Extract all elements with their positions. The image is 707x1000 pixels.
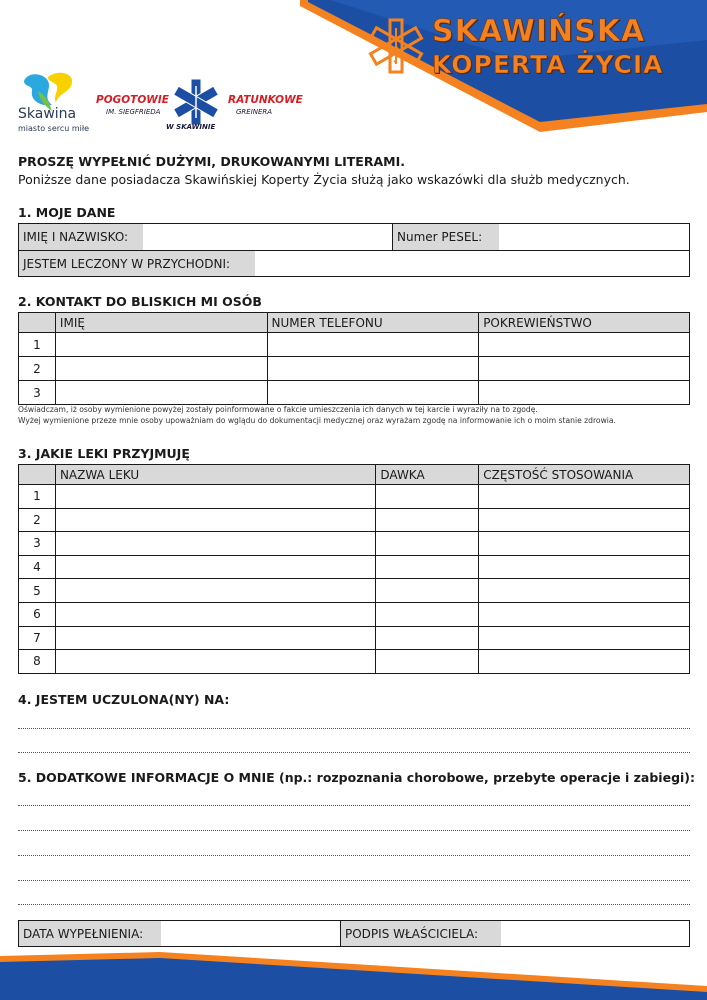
dose-cell[interactable] — [376, 650, 479, 674]
title-line-1: SKAWIŃSKA — [432, 14, 646, 49]
section-2-heading: 2. KONTAKT DO BLISKICH MI OSÓB — [18, 294, 262, 309]
title-line-2: KOPERTA ŻYCIA — [432, 50, 664, 79]
table-row — [19, 381, 690, 405]
table-header-number — [19, 465, 56, 485]
info-line-2[interactable] — [18, 830, 690, 831]
table-header-phone: NUMER TELEFONU — [267, 313, 479, 333]
contact-relation-cell[interactable] — [479, 357, 690, 381]
pesel-label: Numer PESEL: — [393, 224, 499, 250]
row-number: 2 — [19, 508, 56, 532]
date-field[interactable] — [161, 921, 341, 946]
medications-table — [18, 464, 690, 674]
table-header-frequency: CZĘSTOŚĆ STOSOWANIA — [479, 465, 690, 485]
section-4-heading: 4. JESTEM UCZULONA(NY) NA: — [18, 692, 230, 707]
section-3-heading: 3. JAKIE LEKI PRZYJMUJĘ — [18, 446, 190, 461]
dose-cell[interactable] — [376, 626, 479, 650]
section-5-note: (np.: rozpoznania chorobowe, przebyte operacje i zabiegi): — [279, 770, 696, 785]
drug-name-cell[interactable] — [55, 626, 375, 650]
date-label: DATA WYPEŁNIENIA: — [19, 921, 161, 946]
frequency-cell[interactable] — [479, 555, 690, 579]
row-number: 5 — [19, 579, 56, 603]
table-row — [19, 555, 690, 579]
table-row — [19, 626, 690, 650]
footer-banner — [0, 948, 707, 1000]
row-number: 7 — [19, 626, 56, 650]
contact-phone-cell[interactable] — [267, 333, 479, 357]
pogotowie-city: W SKAWINIE — [166, 123, 216, 131]
table-row — [19, 602, 690, 626]
contact-name-cell[interactable] — [55, 381, 267, 405]
info-line-3[interactable] — [18, 855, 690, 856]
contact-phone-cell[interactable] — [267, 381, 479, 405]
skawina-name: Skawina — [18, 106, 77, 122]
pogotowie-sub-left: IM. SIEGFRIEDA — [106, 108, 161, 116]
row-number: 3 — [19, 381, 56, 405]
signature-label: PODPIS WŁAŚCICIELA: — [341, 921, 501, 946]
row-number: 2 — [19, 357, 56, 381]
dose-cell[interactable] — [376, 508, 479, 532]
footer-box — [18, 920, 690, 947]
table-row — [19, 508, 690, 532]
star-of-life-icon — [366, 16, 426, 76]
table-header-drug: NAZWA LEKU — [55, 465, 375, 485]
row-number: 1 — [19, 333, 56, 357]
table-row — [19, 650, 690, 674]
instruction-bold: PROSZĘ WYPEŁNIĆ DUŻYMI, DRUKOWANYMI LITERAMI. — [18, 154, 405, 169]
skawina-motto: miasto sercu miłe — [18, 124, 90, 133]
dose-cell[interactable] — [376, 579, 479, 603]
drug-name-cell[interactable] — [55, 485, 375, 509]
row-number: 8 — [19, 650, 56, 674]
frequency-cell[interactable] — [479, 602, 690, 626]
consent-note-1: Oświadczam, iż osoby wymienione powyżej zostały poinformowane o fakcie umieszczenia ich danych w tej karcie i wyraziły na to zgodę. — [18, 405, 538, 414]
frequency-cell[interactable] — [479, 626, 690, 650]
section-1-heading: 1. MOJE DANE — [18, 205, 116, 220]
instruction-text: Poniższe dane posiadacza Skawińskiej Koperty Życia służą jako wskazówki dla służb medycznych. — [18, 172, 630, 187]
name-field[interactable] — [143, 224, 393, 250]
skawina-logo-icon — [18, 58, 93, 134]
frequency-cell[interactable] — [479, 579, 690, 603]
pogotowie-logo — [96, 78, 306, 134]
drug-name-cell[interactable] — [55, 650, 375, 674]
section-5-heading — [18, 770, 695, 785]
ambulance-star-icon — [168, 78, 224, 126]
frequency-cell[interactable] — [479, 650, 690, 674]
allergy-line-2[interactable] — [18, 752, 690, 753]
pesel-field[interactable] — [499, 224, 689, 250]
dose-cell[interactable] — [376, 485, 479, 509]
info-line-4[interactable] — [18, 880, 690, 881]
dose-cell[interactable] — [376, 555, 479, 579]
table-header-name: IMIĘ — [55, 313, 267, 333]
consent-note-2: Wyżej wymienione przeze mnie osoby upoważniam do wglądu do dokumentacji medycznej oraz wyrażam zgodę na informowanie ich o moim stanie zdrowia. — [18, 416, 616, 425]
clinic-field[interactable] — [255, 250, 689, 276]
info-line-5[interactable] — [18, 904, 690, 905]
pogotowie-text: POGOTOWIE — [96, 94, 169, 106]
drug-name-cell[interactable] — [55, 532, 375, 556]
row-number: 6 — [19, 602, 56, 626]
table-row — [19, 333, 690, 357]
row-number: 4 — [19, 555, 56, 579]
contact-relation-cell[interactable] — [479, 381, 690, 405]
table-row — [19, 357, 690, 381]
clinic-label: JESTEM LECZONY W PRZYCHODNI: — [19, 250, 255, 276]
name-label: IMIĘ I NAZWISKO: — [19, 224, 143, 250]
info-line-1[interactable] — [18, 805, 690, 806]
contact-name-cell[interactable] — [55, 333, 267, 357]
frequency-cell[interactable] — [479, 508, 690, 532]
pogotowie-sub-right: GREINERA — [236, 108, 273, 116]
drug-name-cell[interactable] — [55, 579, 375, 603]
dose-cell[interactable] — [376, 532, 479, 556]
table-header-number — [19, 313, 56, 333]
table-row — [19, 532, 690, 556]
table-header-relation: POKREWIEŃSTWO — [479, 313, 690, 333]
personal-data-box — [18, 223, 690, 277]
frequency-cell[interactable] — [479, 485, 690, 509]
drug-name-cell[interactable] — [55, 508, 375, 532]
frequency-cell[interactable] — [479, 532, 690, 556]
row-number: 1 — [19, 485, 56, 509]
signature-field[interactable] — [501, 921, 689, 946]
dose-cell[interactable] — [376, 602, 479, 626]
contact-relation-cell[interactable] — [479, 333, 690, 357]
section-5-title: 5. DODATKOWE INFORMACJE O MNIE — [18, 770, 275, 785]
contact-name-cell[interactable] — [55, 357, 267, 381]
drug-name-cell[interactable] — [55, 555, 375, 579]
ratunkowe-text: RATUNKOWE — [228, 94, 303, 106]
drug-name-cell[interactable] — [55, 602, 375, 626]
row-number: 3 — [19, 532, 56, 556]
allergy-line-1[interactable] — [18, 728, 690, 729]
contacts-table — [18, 312, 690, 405]
table-row — [19, 485, 690, 509]
table-header-dose: DAWKA — [376, 465, 479, 485]
table-row — [19, 579, 690, 603]
contact-phone-cell[interactable] — [267, 357, 479, 381]
